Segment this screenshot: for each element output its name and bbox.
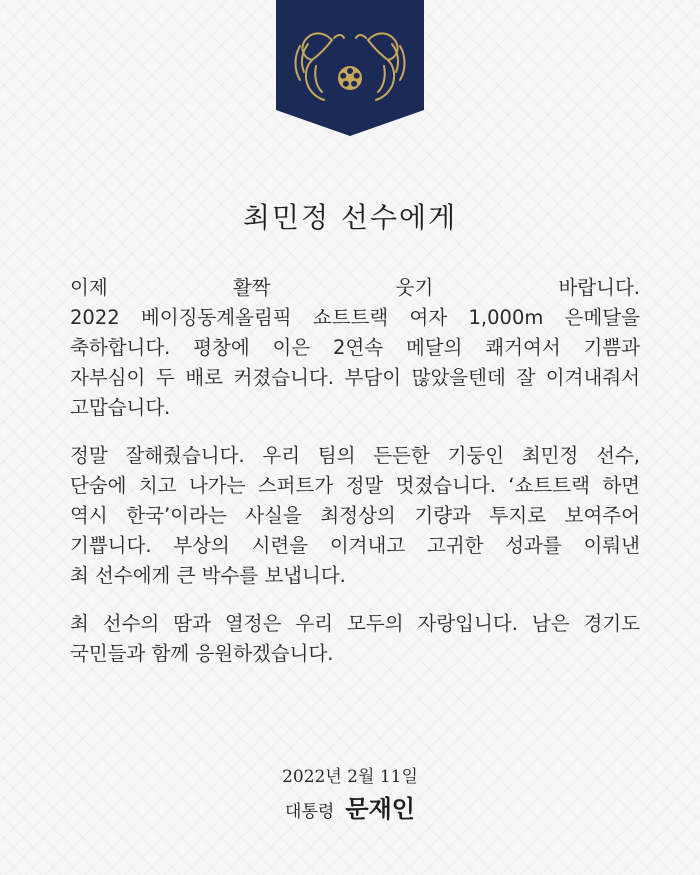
text-line: 2022 베이징동계올림픽 쇼트트랙 여자 1,000m 은메달을 (70, 306, 640, 329)
text-line: 최 선수의 땀과 열정은 우리 모두의 자랑입니다. 남은 경기도 (70, 612, 640, 635)
signer-title: 대통령 (285, 802, 335, 822)
text-line: 이제 활짝 웃기 바랍니다. (70, 276, 640, 299)
signer-name: 문재인 (345, 794, 415, 823)
letter-title: 최민정 선수에게 (242, 201, 458, 234)
text-line: 최 선수에게 큰 박수를 보냅니다. (70, 564, 346, 587)
paragraph (70, 609, 640, 669)
presidential-phoenix-emblem-icon (276, 0, 424, 136)
letter-date: 2022년 2월 11일 (282, 767, 418, 787)
paragraph (70, 273, 640, 423)
letter-body (70, 273, 640, 687)
text-line: 역시 한국’이라는 사실을 최정상의 기량과 투지로 보여주어 (70, 504, 640, 527)
text-line: 정말 잘해줬습니다. 우리 팀의 든든한 기둥인 최민정 선수, (70, 444, 640, 467)
emblem-banner (276, 0, 424, 136)
text-line: 고맙습니다. (70, 396, 171, 419)
text-line: 국민들과 함께 응원하겠습니다. (70, 642, 334, 665)
text-line: 단숨에 치고 나가는 스퍼트가 정말 멋졌습니다. ‘쇼트트랙 하면 (70, 474, 640, 497)
signature (0, 789, 700, 824)
text-line: 자부심이 두 배로 커졌습니다. 부담이 많았을텐데 잘 이겨내줘서 (70, 366, 640, 389)
text-line: 기쁩니다. 부상의 시련을 이겨내고 고귀한 성과를 이뤄낸 (70, 534, 640, 557)
text-line: 축하합니다. 평창에 이은 2연속 메달의 쾌거여서 기쁨과 (70, 336, 640, 359)
paragraph (70, 441, 640, 591)
